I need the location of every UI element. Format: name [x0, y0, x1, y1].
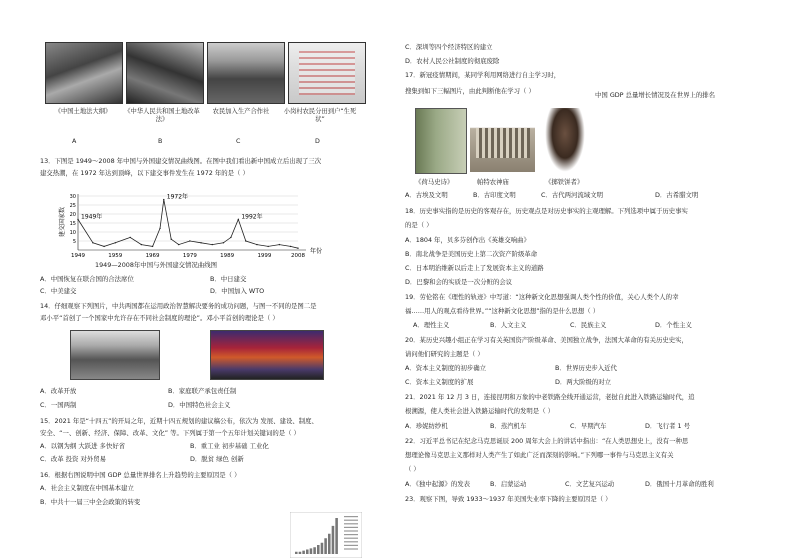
- gdp-bar: [299, 552, 302, 554]
- photo-land-law: [45, 42, 123, 104]
- y-tick-label: 20: [69, 212, 76, 218]
- q20-option: A．资本主义制度的初步确立: [405, 364, 487, 372]
- q14-option: D．中国特色社会主义: [168, 401, 231, 409]
- q17-option: C．古代两河流域文明: [541, 191, 603, 199]
- data-point: [77, 219, 78, 220]
- x-tick-label: 1949: [71, 253, 85, 259]
- q20-text: 请问他们研究的主题是（ ）: [405, 350, 484, 358]
- q17-text: 17．新冠疫情期间，某同学利用网络进行自主学习时，: [405, 71, 561, 79]
- gdp-legend-line: [344, 520, 358, 521]
- q16-option: D．农村人民公社制度的彻底废除: [405, 57, 500, 65]
- photo-caption: 《中国土地法大纲》: [54, 108, 112, 115]
- data-point: [163, 199, 164, 200]
- y-tick-label: 10: [69, 230, 76, 236]
- q21-text: 21．2021 年 12 月 3 日，连接昆明和万象的中老铁路全线开通运营，老挝自此进入铁路运输时代，追: [405, 393, 695, 401]
- data-point: [230, 237, 231, 238]
- q15-text: 安全、“一、创新、经济、保障、改革、文化” 等。下列属于第一个五年计划关键词的是（ ）: [40, 429, 300, 437]
- data-point: [297, 248, 298, 249]
- parthenon-image: [470, 108, 535, 172]
- x-axis-label: 年份: [310, 248, 323, 255]
- q20-option: D．两大阶级的对立: [555, 378, 612, 386]
- image-caption: 《掷铁饼者》: [545, 178, 584, 186]
- q19-option: B．人文主义: [490, 321, 527, 329]
- diplomacy-line-chart: [58, 192, 328, 260]
- photo-meeting-two: [210, 330, 324, 380]
- q16-option: B．中共十一届三中全会政策的转变: [40, 498, 141, 506]
- x-tick-label: 1969: [145, 253, 160, 259]
- q14-text: 14．仔细观察下列图片，中共两国都在运用政治智慧解决要务的成功问题，与图一不同的是图二是: [40, 302, 317, 310]
- photo-label: C: [236, 138, 241, 145]
- q19-text: 19．劳伦铭在《理性的轨迹》中写道：“这种新文化思想强调人类个性的价值，关心人类个人的幸: [405, 293, 679, 301]
- q21-option: C．早期汽车: [570, 422, 607, 430]
- q18-text: 18．历史事实指的是历史的客观存在，历史观点是对历史事实的主观理解。下列选项中属于历史事实: [405, 207, 688, 215]
- q21-text: 根溯源，使人类社会进入铁路运输时代的发明是（ ）: [405, 407, 555, 415]
- q16-text: 16．根据右图说明中国 GDP 总量世界排名上升趋势的主要原因是（ ）: [40, 471, 241, 479]
- q17-option: A．古埃及文明: [405, 191, 448, 199]
- gdp-bar: [313, 547, 316, 554]
- data-point: [267, 246, 268, 247]
- q17-option: B．古印度文明: [473, 191, 516, 199]
- data-point: [130, 237, 131, 238]
- photo-land-reform-law: [126, 42, 204, 104]
- chart-caption: 1949—2008年中国与外国建交情况曲线图: [95, 261, 217, 269]
- q13-text: 13．下图是 1949～2008 年中国与外国建交情况曲线图。在图中我们看出新中国成立后出现了三次: [40, 157, 322, 165]
- gdp-legend-line: [344, 541, 358, 542]
- q16-option: A．社会主义制度在中国基本建立: [40, 484, 134, 492]
- gdp-bar: [321, 543, 324, 554]
- data-point: [141, 244, 142, 245]
- gdp-bar-chart: [290, 512, 362, 558]
- q13-text: 建交热潮，在 1972 年达到顶峰，以下建交事件发生在 1972 年的是（ ）: [40, 169, 249, 177]
- x-tick-label: 2008: [291, 253, 305, 259]
- gdp-bar: [324, 538, 327, 554]
- q13-option: C．中美建交: [40, 287, 77, 295]
- q17-text: 搜集到如下三幅图片，由此判断他在学习（ ）: [405, 87, 535, 95]
- q21-option: D．飞行者 1 号: [645, 422, 691, 430]
- photo-label: A: [72, 138, 77, 145]
- gdp-legend-line: [344, 530, 358, 531]
- data-point: [279, 244, 280, 245]
- q18-option: D．巴黎和会的实质是一次分赃的会议: [405, 278, 513, 286]
- y-tick-label: 5: [72, 239, 76, 245]
- homer-book-image: [415, 108, 467, 174]
- photo-caption: 农民加入生产合作社: [212, 108, 270, 115]
- peak-annotation: 1972年: [166, 193, 189, 201]
- gdp-legend-line: [344, 534, 358, 535]
- gdp-bar: [317, 545, 320, 554]
- gdp-bar: [335, 518, 338, 554]
- gdp-legend-line: [344, 538, 358, 539]
- y-tick-label: 25: [69, 203, 76, 209]
- image-caption: 帕特农神庙: [477, 178, 509, 186]
- photo-xiaogang-contract: [288, 42, 366, 104]
- photo-label: B: [158, 138, 163, 145]
- data-point: [178, 244, 179, 245]
- gdp-legend-line: [344, 548, 358, 549]
- x-tick-label: 1999: [257, 253, 272, 259]
- q14-option: B．家庭联产承包责任制: [168, 387, 237, 395]
- q22-option: B．启蒙运动: [490, 480, 527, 488]
- q21-option: B．蒸汽机车: [490, 422, 527, 430]
- y-tick-label: 15: [69, 221, 76, 227]
- data-point: [159, 228, 160, 229]
- q22-option: D．俄国十月革命的胜利: [645, 480, 714, 488]
- q22-option: C．文艺复兴运动: [565, 480, 615, 488]
- q14-option: A．改革开放: [40, 387, 77, 395]
- data-point: [115, 242, 116, 243]
- q13-option: A．中国恢复在联合国的合法席位: [40, 275, 134, 283]
- photo-row: [45, 42, 366, 104]
- data-point: [256, 244, 257, 245]
- q18-option: C．日本明治维新以后走上了发展资本主义的道路: [405, 264, 544, 272]
- photo-caption: 小岗村农民分田到户“生死状”: [283, 108, 357, 124]
- q19-text: 福……用人的观点看待世界。”“这种新文化思想”指的是什么思想（ ）: [405, 307, 600, 315]
- q23-text: 23．观察下图，导致 1933～1937 年美国失业率下降的主要原因是（ ）: [405, 495, 612, 503]
- q18-option: A．1804 年，贝多芬创作出《英雄交响曲》: [405, 236, 530, 244]
- q19-option: A．理性主义: [413, 321, 450, 329]
- data-point: [238, 219, 239, 220]
- q19-option: D．个性主义: [655, 321, 692, 329]
- q22-text: 想理论像马克思主义那样对人类产生了如此广泛而深刻的影响。”下列哪一事件与马克思主义有关: [405, 451, 674, 459]
- q20-text: 20．某历史兴趣小组正在学习有关英国资产阶级革命、美国独立战争，法国大革命的有关历史史实，: [405, 336, 688, 344]
- chart-ylabel: 建交国家数: [59, 206, 66, 238]
- q16-option: C．深圳等四个经济特区的建立: [405, 43, 493, 51]
- gdp-legend-line: [344, 545, 358, 546]
- q19-option: C．民族主义: [570, 321, 607, 329]
- q15-option: D．脱贫 绿色 创新: [190, 455, 244, 463]
- gdp-bar: [328, 534, 331, 554]
- q22-text: （ ）: [405, 465, 420, 473]
- data-point: [189, 240, 190, 241]
- gdp-legend-line: [344, 523, 358, 524]
- data-point: [212, 244, 213, 245]
- q21-option: A．珍妮纺纱机: [405, 422, 448, 430]
- gdp-bar: [295, 552, 298, 554]
- photo-label: D: [315, 138, 320, 145]
- q22-text: 22．习近平总书记在纪念马克思诞辰 200 周年大会上的讲话中指出：“在人类思想史上，没有一种思: [405, 437, 689, 445]
- q14-option: C．一国两制: [40, 401, 77, 409]
- data-point: [223, 242, 224, 243]
- q15-option: B．重工业 初步基础 工业化: [190, 442, 269, 450]
- q13-option: D．中国加入 WTO: [210, 287, 265, 295]
- q15-option: A．以钢为纲 大跃进 多快好省: [40, 442, 126, 450]
- photo-caption: 《中华人民共和国土地改革法》: [124, 108, 200, 124]
- gdp-chart-title: 中国 GDP 总量增长情况及在世界上的排名: [595, 91, 716, 99]
- q22-option: A．《独中起源》的发表: [405, 480, 471, 488]
- data-point: [245, 240, 246, 241]
- data-point: [200, 242, 201, 243]
- peak-annotation: 1992年: [241, 213, 263, 221]
- data-point: [290, 246, 291, 247]
- q15-option: C．改革 投资 对外贸易: [40, 455, 107, 463]
- q17-option: D．古希腊文明: [655, 191, 699, 199]
- q20-option: C．资本主义制度的扩展: [405, 378, 474, 386]
- q20-option: B．世界历史步入近代: [555, 364, 617, 372]
- data-point: [92, 242, 93, 243]
- photo-meeting-one: [70, 330, 160, 380]
- photo-cooperative: [207, 42, 285, 104]
- x-tick-label: 1979: [182, 253, 197, 259]
- q14-text: 邓小平“首创了一个国家中允许存在不同社会制度的理论”。邓小平首创的理论是（ ）: [40, 314, 279, 322]
- peak-annotation: 1949年: [81, 213, 103, 221]
- x-tick-label: 1989: [220, 253, 235, 259]
- image-caption: 《荷马史诗》: [415, 178, 454, 186]
- gdp-legend-line: [344, 527, 358, 528]
- gdp-bar: [302, 551, 305, 554]
- data-point: [152, 246, 153, 247]
- gdp-bar: [306, 550, 309, 555]
- gdp-bar: [310, 548, 313, 554]
- data-point: [171, 239, 172, 240]
- q15-text: 15．2021 年是“十四五”的开局之年，近期十四五规划的建议稿公布，依次为 发展、建设、制度、: [40, 417, 318, 425]
- gdp-legend-line: [344, 516, 358, 517]
- y-tick-label: 30: [69, 194, 76, 200]
- gdp-bar: [332, 526, 335, 554]
- q13-option: B．中日建交: [210, 275, 247, 283]
- q18-text: 的是（ ）: [405, 221, 433, 229]
- discobolus-image: [545, 108, 585, 172]
- q18-option: B．南北战争是美国历史上第二次资产阶级革命: [405, 250, 538, 258]
- x-tick-label: 1959: [108, 253, 123, 259]
- data-point: [103, 246, 104, 247]
